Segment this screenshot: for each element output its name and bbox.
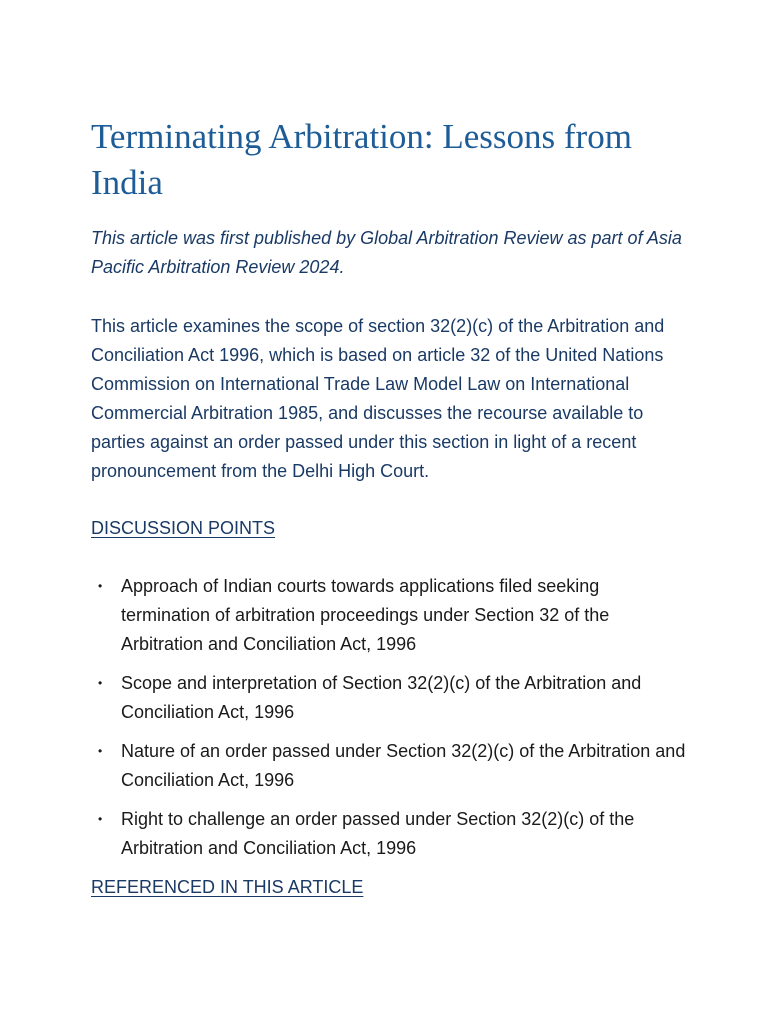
article-title: Terminating Arbitration: Lessons from India — [91, 117, 632, 202]
bullet-icon: • — [98, 812, 103, 826]
bullet-icon: • — [98, 676, 103, 690]
article-intro: This article examines the scope of section 32(2)(c) of the Arbitration and Conciliation Act 1996, which is based on article 32 of the United Nations Commission on International Trade Law Model Law on International Commercial Arbitration 1985, and discusses the recourse available to parties against an order passed under this section in light of a recent pronouncement from the Delhi High Court. — [91, 316, 665, 481]
discussion-point-text: Scope and interpretation of Section 32(2)(c) of the Arbitration and Conciliation Act, 1996 — [121, 673, 642, 722]
discussion-point-text: Right to challenge an order passed under Section 32(2)(c) of the Arbitration and Conciliation Act, 1996 — [121, 809, 635, 858]
referenced-in-article-link[interactable]: REFERENCED IN THIS ARTICLE — [91, 877, 364, 897]
discussion-point — [91, 737, 691, 795]
bullet-icon: • — [98, 744, 103, 758]
discussion-point — [91, 572, 691, 659]
discussion-points-link[interactable]: DISCUSSION POINTS — [91, 518, 276, 538]
discussion-point — [91, 669, 691, 727]
discussion-points-list — [91, 572, 691, 863]
discussion-point-text: Approach of Indian courts towards applications filed seeking termination of arbitration proceedings under Section 32 of the Arbitration and Conciliation Act, 1996 — [121, 576, 610, 654]
discussion-point-text: Nature of an order passed under Section 32(2)(c) of the Arbitration and Conciliation Act, 1996 — [121, 741, 686, 790]
discussion-point — [91, 805, 691, 863]
publication-note: This article was first published by Global Arbitration Review as part of Asia Pacific Arbitration Review 2024. — [91, 228, 682, 277]
bullet-icon: • — [98, 579, 103, 593]
